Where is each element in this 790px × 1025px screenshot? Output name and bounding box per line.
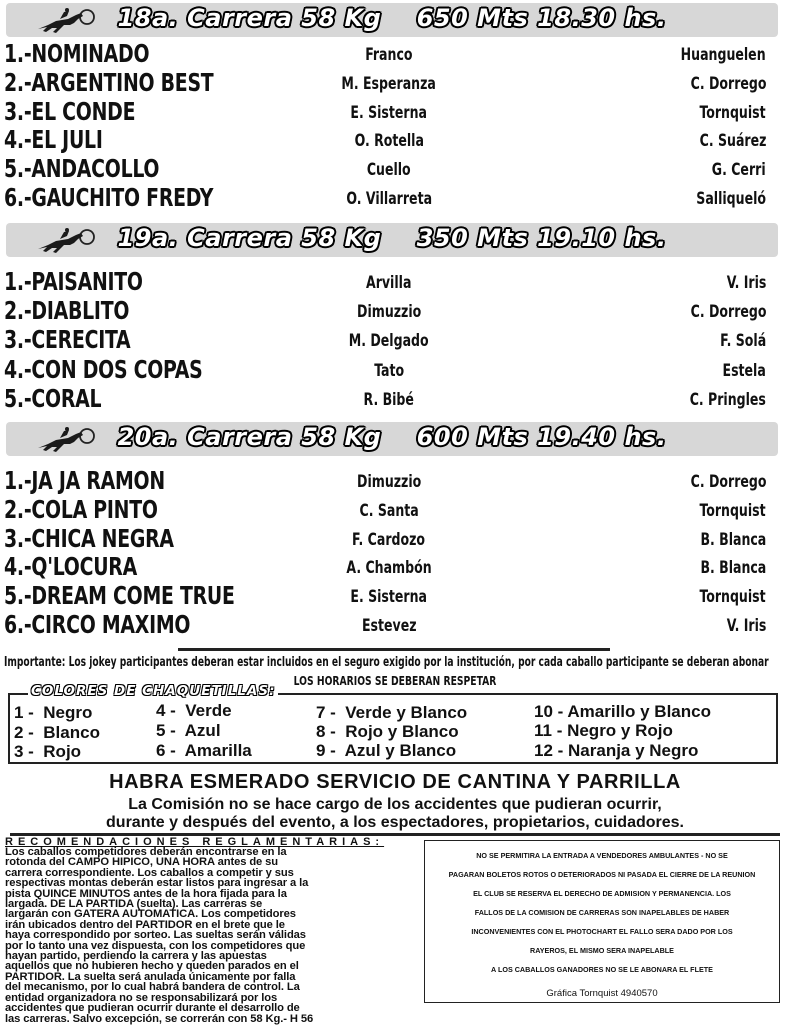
recommendation-line: por lo tanto una vez dispuesta, con los competidores que <box>5 939 306 952</box>
horse-name: 1.-JA JA RAMON <box>4 466 165 495</box>
town: Estela <box>722 360 766 381</box>
recommendation-line: rotonda del CAMPO HIPICO, UNA HORA antes de su <box>5 856 279 869</box>
schedule-note: LOS HORARIOS SE DEBERAN RESPETAR <box>293 673 497 688</box>
recommendation-line: PARTIDOR. La suelta será anulada únicamente por falla <box>5 970 296 983</box>
recommendation-line: largarán con GATERA AUTOMATICA. Los competidores <box>5 908 296 921</box>
entry-row: 2.-COLA PINTO C. Santa Tornquist <box>4 494 766 524</box>
recommendation-line: del mecanismo, por lo cual habrá bandera de control. La <box>5 981 300 994</box>
town: Tornquist <box>699 587 766 608</box>
color-item: 10 - Amarillo y Blanco <box>534 702 711 721</box>
recommendation-line: haya correspondido por sorteo. Las sueltas serán válidas <box>5 929 306 942</box>
race-title: 19a. Carrera 58 Kg 350 Mts 19.10 hs. <box>117 224 667 252</box>
horse-name: 1.-PAISANITO <box>4 267 143 296</box>
printer-credit: Gráfica Tornquist 4940570 <box>546 988 658 999</box>
jacket-colors-box <box>8 683 778 764</box>
town: V. Iris <box>726 615 766 636</box>
horse-name: 4.-Q'LOCURA <box>4 552 137 582</box>
town: C. Suárez <box>699 131 766 152</box>
entry-row: 3.-CHICA NEGRA F. Cardozo B. Blanca <box>4 523 766 553</box>
town: F. Solá <box>719 331 766 352</box>
race-19-entries <box>4 268 774 414</box>
horse-name: 1.-NOMINADO <box>4 39 150 68</box>
important-note: Importante: Los jokey participantes deberan estar incluidos en el seguro exigido por la institución, por cada caballo participante se deberan abonar <box>4 655 769 670</box>
recommendation-line: entidad organizadora no se responsabilizará por los <box>5 991 278 1004</box>
horse-name: 5.-CORAL <box>4 383 102 413</box>
entry-row: 5.-ANDACOLLO Cuello G. Cerri <box>4 154 766 184</box>
recommendation-line: largada. DE LA PARTIDA (suelta). Las carreras se <box>5 898 263 911</box>
entry-row: 4.-EL JULI O. Rotella C. Suárez <box>4 125 766 155</box>
jacket-colors-title: COLORES DE CHAQUETILLAS: <box>28 683 278 699</box>
entry-row: 4.-CON DOS COPAS Tato Estela <box>4 354 766 384</box>
color-item: 9 - Azul y Blanco <box>316 741 457 760</box>
color-item: 7 - Verde y Blanco <box>316 703 468 722</box>
color-item: 6 - Amarilla <box>156 741 252 760</box>
town: C. Dorrego <box>690 73 766 94</box>
entry-row: 2.-DIABLITO Dimuzzio C. Dorrego <box>4 296 766 326</box>
entry-row: 2.-ARGENTINO BEST M. Esperanza C. Dorrego <box>4 67 766 97</box>
horse-name: 2.-COLA PINTO <box>4 494 158 524</box>
race-title: 18a. Carrera 58 Kg 650 Mts 18.30 hs. <box>117 4 667 32</box>
town: C. Dorrego <box>690 472 766 492</box>
race-20-entries <box>4 467 774 640</box>
rules-box <box>424 840 780 1003</box>
entry-row: 1.-JA JA RAMON Dimuzzio C. Dorrego <box>4 466 766 495</box>
cantina-banner: HABRA ESMERADO SERVICIO DE CANTINA Y PARRILLA <box>109 771 681 793</box>
race-18-header <box>6 3 778 37</box>
rules-line: RAYEROS, EL MISMO SERA INAPELABLE <box>530 946 674 955</box>
horse-name: 3.-CHICA NEGRA <box>4 523 174 553</box>
rules-line: FALLOS DE LA COMISION DE CARRERAS SON INAPELABLES DE HABER <box>474 908 730 917</box>
recommendation-line: irán ubicados dentro del PARTIDOR en el brete que le <box>5 918 285 931</box>
color-item: 4 - Verde <box>156 701 232 720</box>
horse-name: 6.-GAUCHITO FREDY <box>4 182 214 212</box>
town: G. Cerri <box>712 160 766 181</box>
color-item: 1 - Negro <box>14 703 93 722</box>
entry-row: 4.-Q'LOCURA A. Chambón B. Blanca <box>4 552 766 582</box>
horse-name: 5.-DREAM COME TRUE <box>4 581 235 611</box>
recommendation-line: aquellos que no hubieren hecho y queden parados en el <box>5 960 299 973</box>
town: Salliqueló <box>696 188 766 209</box>
recommendation-line: hayan partido, perdiendo la carrera y las apuestas <box>5 950 267 963</box>
entry-row: 3.-EL CONDE E. Sisterna Tornquist <box>4 96 766 126</box>
race-18-entries <box>4 40 774 213</box>
entry-row: 1.-PAISANITO Arvilla V. Iris <box>4 267 766 296</box>
color-item: 3 - Rojo <box>14 742 82 761</box>
recommendation-line: carrera correspondiente. Los caballos a competir y sus <box>5 866 294 879</box>
rules-line: A LOS CABALLOS GANADORES NO SE LE ABONARA EL FLETE <box>491 965 713 974</box>
rules-line: INCONVENIENTES CON EL PHOTOCHART EL FALLO SERA DADO POR LOS <box>471 927 733 936</box>
horse-name: 4.-CON DOS COPAS <box>4 354 203 384</box>
town: Tornquist <box>699 500 766 521</box>
town: Huanguelen <box>681 45 766 65</box>
race-20-header <box>6 422 778 456</box>
horse-name: 2.-ARGENTINO BEST <box>4 67 214 97</box>
color-item: 8 - Rojo y Blanco <box>316 722 459 741</box>
color-item: 11 - Negro y Rojo <box>534 721 673 740</box>
town: B. Blanca <box>700 558 766 579</box>
recommendations-body <box>5 847 415 1024</box>
color-item: 2 - Blanco <box>14 723 100 742</box>
recommendation-line: respectivas montas deberán estar listos para ingresar a la <box>5 877 309 890</box>
town: C. Dorrego <box>690 302 766 323</box>
recommendations-title: RECOMENDACIONES REGLAMENTARIAS: <box>5 836 385 848</box>
rules-line: NO SE PERMITIRA LA ENTRADA A VENDEDORES AMBULANTES - NO SE <box>476 851 728 860</box>
town: Tornquist <box>699 102 766 123</box>
entry-row: 6.-GAUCHITO FREDY O. Villarreta Salliqueló <box>4 182 766 212</box>
entry-row: 1.-NOMINADO Franco Huanguelen <box>4 39 766 68</box>
entry-row: 5.-DREAM COME TRUE E. Sisterna Tornquist <box>4 581 766 611</box>
town: B. Blanca <box>700 529 766 550</box>
horse-name: 3.-EL CONDE <box>4 96 136 126</box>
horse-name: 6.-CIRCO MAXIMO <box>4 609 191 639</box>
horse-name: 5.-ANDACOLLO <box>4 154 160 184</box>
liability-line-1: La Comisión no se hace cargo de los accidentes que pudieran ocurrir, <box>128 796 662 813</box>
rules-line: EL CLUB SE RESERVA EL DERECHO DE ADMISION Y PERMANENCIA. LOS <box>473 889 731 898</box>
entry-row: 6.-CIRCO MAXIMO Estevez V. Iris <box>4 609 766 639</box>
town: V. Iris <box>726 273 766 293</box>
liability-line-2: durante y después del evento, a los espectadores, propietarios, cuidadores. <box>106 814 684 831</box>
divider <box>178 648 610 651</box>
color-item: 12 - Naranja y Negro <box>534 741 699 760</box>
horse-name: 4.-EL JULI <box>4 125 103 155</box>
recommendation-line: las carreras. Salvo excepción, se correrán con 58 Kg.- H 56 <box>5 1012 314 1025</box>
horse-name: 2.-DIABLITO <box>4 296 130 326</box>
race-19-header <box>6 223 778 257</box>
entry-row: 3.-CERECITA M. Delgado F. Solá <box>4 325 766 355</box>
recommendation-line: accidentes que pudieran ocurrir durante el desarrollo de <box>5 1002 300 1015</box>
rules-line: PAGARAN BOLETOS ROTOS O DETERIORADOS NI PASADA EL CIERRE DE LA REUNION <box>448 870 756 879</box>
color-item: 5 - Azul <box>156 721 221 740</box>
entry-row: 5.-CORAL R. Bibé C. Pringles <box>4 383 766 413</box>
race-title: 20a. Carrera 58 Kg 600 Mts 19.40 hs. <box>117 423 667 451</box>
recommendation-line: Los caballos competidores deberán encontrarse en la <box>5 846 287 858</box>
town: C. Pringles <box>689 389 766 410</box>
recommendation-line: pista QUINCE MINUTOS antes de la hora fijada para la <box>5 887 287 900</box>
horse-name: 3.-CERECITA <box>4 325 131 355</box>
